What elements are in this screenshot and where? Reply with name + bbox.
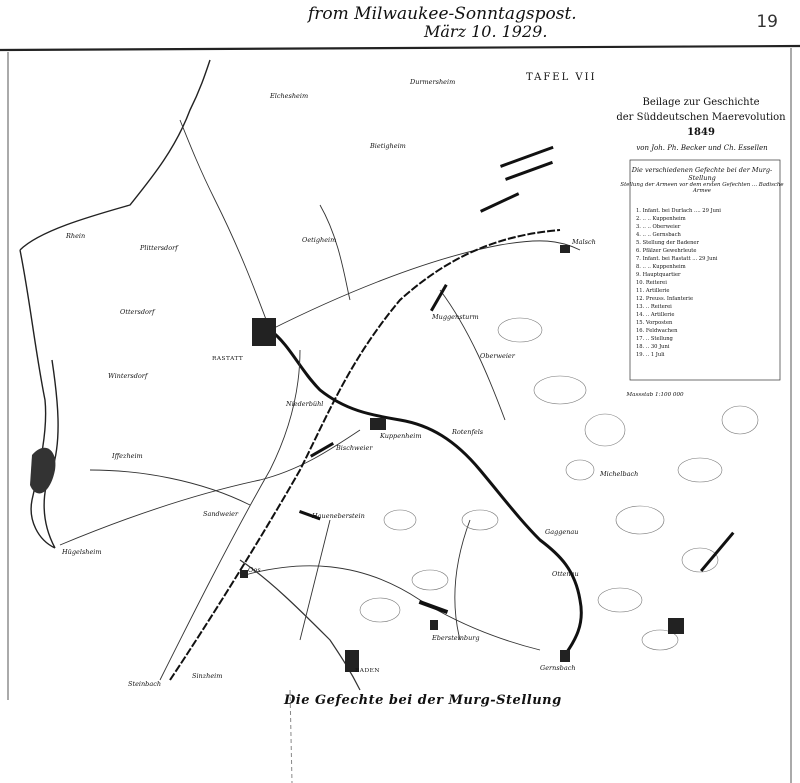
oos-town [240,570,248,578]
handwritten-date-note: März 10. 1929. [424,22,548,41]
rastatt-town [252,318,276,346]
legend-item: 4. .. .. Gernsbach [636,232,681,238]
place-haueneberstein: Haueneberstein [312,512,365,520]
legend-item: 1. Infant. bei Durlach .... 29 Juni [636,208,721,214]
legend-item: 17. .. Stellung [636,336,673,342]
legend-item: 19. .. 1 Juli [636,352,665,358]
legend-item: 8. .. .. Kuppenheim [636,264,686,270]
place-gernsbach: Gernsbach [540,664,576,672]
scale-note: Massstab 1:100 000 [626,392,684,398]
place-oberweier: Oberweier [480,352,515,360]
clipping-top-edge [0,46,800,50]
legend-item: 5. Stellung der Badener [636,240,699,246]
place-wintersdorf: Wintersdorf [108,372,148,380]
legend-item: 6. Pfälzer Gewehrleute [636,248,697,254]
place-steinbach: Steinbach [128,680,162,688]
place-huegelsheim: Hügelsheim [62,548,102,556]
place-rhein: Rhein [66,232,86,240]
place-ottenau: Ottenau [552,570,579,578]
legend-item: 14. .. Artillerie [636,312,675,318]
rhine-island [30,448,55,494]
legend-item: 11. Artillerie [636,288,670,294]
legend-item: 16. Feldwachen [636,328,678,334]
place-ottersdorf: Ottersdorf [120,308,155,316]
map-caption: Die Gefechte bei der Murg-Stellung [284,693,562,708]
plate-label: TAFEL VII [526,72,597,83]
oos-stream [240,560,360,690]
gernsbach-town [560,650,570,662]
lautenbach-town [668,618,684,634]
place-muggensturm: Muggensturm [432,313,479,321]
place-rotenfels: Rotenfels [452,428,484,436]
map-title-line-2: der Süddeutschen Maerevolution [616,112,786,123]
place-oos: Oos [248,566,261,574]
legend-item: 10. Reiterei [636,280,667,286]
place-elchesheim: Elchesheim [270,92,309,100]
place-michelbach: Michelbach [600,470,639,478]
malsch-town [560,245,570,253]
place-bietigheim: Bietigheim [370,142,406,150]
place-niederbuehl: Niederbühl [286,400,324,408]
handwritten-source-note: from Milwaukee-Sonntagspost. [308,4,577,24]
legend-item: 18. .. 30 Juni [636,344,670,350]
legend-item: 15. Vorposten [636,320,673,326]
legend-item: 13. .. Reiterei [636,304,672,310]
map-title-year: 1849 [687,127,715,138]
place-iffezheim: Iffezheim [112,452,143,460]
map-title-line-1: Beilage zur Geschichte [642,97,760,108]
place-plittersdorf: Plittersdorf [140,244,178,252]
page-number: 19 [756,12,778,32]
place-kuppenheim: Kuppenheim [380,432,422,440]
legend-subtitle: Stellung der Armeen vor dem ersten Gefechten ... Badische Armee [620,182,784,194]
map-authors: von Joh. Ph. Becker und Ch. Essellen [636,144,768,152]
railway-line [170,230,560,680]
kuppenheim-town [370,418,386,430]
legend-item: 2. .. .. Kuppenheim [636,216,686,222]
legend-title: Die verschiedenen Gefechte bei der Murg-Stellung [631,166,773,182]
legend-item: 7. Infant. bei Rastatt ... 29 Juni [636,256,718,262]
legend-item: 3. .. .. Oberweier [636,224,681,230]
place-malsch: Malsch [572,238,596,246]
place-ebersteinburg: Ebersteinburg [432,634,480,642]
place-durmersheim: Durmersheim [410,78,456,86]
place-sinzheim: Sinzheim [192,672,223,680]
place-rastatt: RASTATT [212,356,244,362]
place-sandweier: Sandweier [203,510,239,518]
ebersteinburg-town [430,620,438,630]
legend-item: 9. Hauptquartier [636,272,681,278]
place-oetigheim: Oetigheim [302,236,337,244]
place-baden: BADEN [355,668,380,674]
place-bischweier: Bischweier [336,444,373,452]
legend-item: 12. Preuss. Infanterie [636,296,694,302]
place-gaggenau: Gaggenau [545,528,579,536]
